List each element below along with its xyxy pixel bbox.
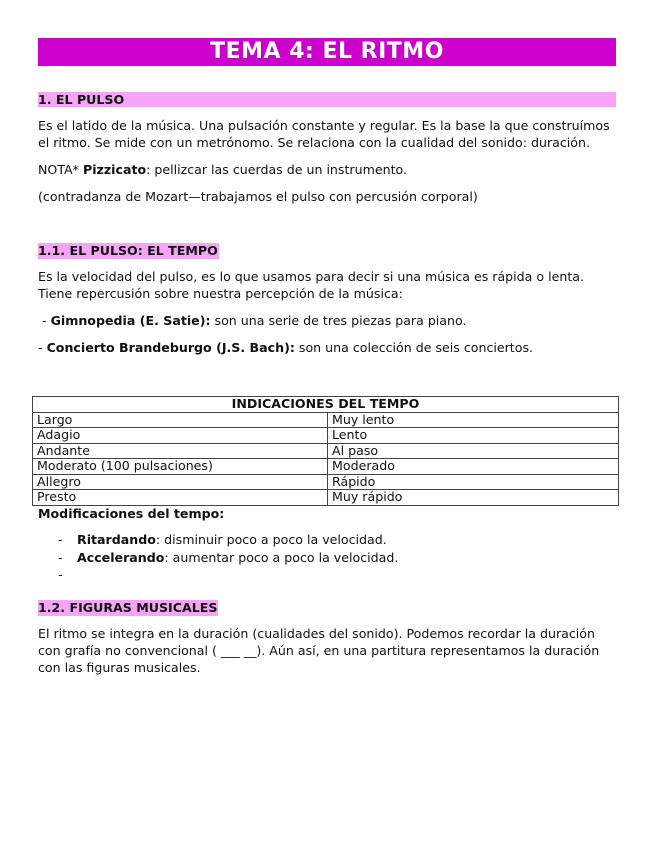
list-item	[38, 566, 616, 584]
list-item	[38, 549, 616, 567]
tempo-term: Moderato (100 pulsaciones)	[33, 459, 328, 475]
work-item-bach	[38, 339, 616, 356]
page-title: TEMA 4: EL RITMO	[38, 38, 616, 66]
tempo-paragraph: Es la velocidad del pulso, es lo que usamos para decir si una música es rápida o lenta. Tiene repercusión sobre nuestra percepción de la música:	[38, 269, 584, 301]
note-prefix: NOTA*	[38, 162, 83, 177]
section-heading-tempo	[38, 243, 616, 258]
item-title: Gimnopedia (E. Satie):	[50, 313, 211, 328]
table-row	[33, 490, 619, 506]
list-dash: -	[58, 532, 63, 547]
tempo-term: Andante	[33, 443, 328, 459]
tempo-meaning: Rápido	[328, 474, 619, 490]
table-row	[33, 474, 619, 490]
list-item	[38, 531, 616, 549]
definition: : disminuir poco a poco la velocidad.	[155, 532, 387, 547]
tempo-meaning: Muy lento	[328, 412, 619, 428]
tempo-meaning: Moderado	[328, 459, 619, 475]
definition: : aumentar poco a poco la velocidad.	[164, 549, 399, 565]
modifications-heading: Modificaciones del tempo:	[38, 506, 225, 521]
tempo-term: Allegro	[33, 474, 328, 490]
table-row	[33, 428, 619, 444]
work-item-satie	[38, 312, 616, 329]
term: Ritardando	[77, 532, 156, 547]
tempo-term: Presto	[33, 490, 328, 506]
list-dash: -	[58, 549, 63, 565]
figuras-heading-text: 1.2. FIGURAS MUSICALES	[38, 599, 218, 615]
section-heading-pulso: 1. EL PULSO	[38, 92, 616, 107]
tempo-meaning: Muy rápido	[328, 490, 619, 506]
after-table-content	[38, 505, 616, 676]
tempo-heading-text: 1.1. EL PULSO: EL TEMPO	[38, 243, 218, 258]
note-term: Pizzicato	[82, 162, 147, 177]
tempo-meaning: Al paso	[328, 443, 619, 459]
table-row	[33, 412, 619, 428]
item-text: son una colección de seis conciertos.	[294, 340, 534, 355]
note-text: : pellizcar las cuerdas de un instrumento.	[146, 162, 407, 177]
example-line: (contradanza de Mozart—trabajamos el pulso con percusión corporal)	[38, 189, 478, 204]
term: Accelerando	[77, 549, 165, 565]
tempo-table	[32, 396, 619, 506]
list-dash: -	[58, 567, 63, 582]
section-heading-figuras	[38, 600, 616, 615]
modifications-list	[38, 531, 616, 584]
document-page	[38, 38, 616, 356]
item-text: son una serie de tres piezas para piano.	[210, 313, 467, 328]
table-row	[33, 459, 619, 475]
tempo-term: Adagio	[33, 428, 328, 444]
figuras-paragraph: El ritmo se integra en la duración (cualidades del sonido). Podemos recordar la duración con grafía no convencional ( ___ __). Aún así, en una partitura representamos la duración con las figuras musicales.	[38, 625, 600, 675]
tempo-meaning: Lento	[328, 428, 619, 444]
pizzicato-note	[38, 161, 616, 178]
item-prefix: -	[38, 340, 47, 355]
tempo-term: Largo	[33, 412, 328, 428]
pulso-paragraph: Es el latido de la música. Una pulsación constante y regular. Es la base la que construímos el ritmo. Se mide con un metrónomo. Se relaciona con la cualidad del sonido: duración.	[38, 118, 610, 150]
table-row	[33, 443, 619, 459]
item-title: Concierto Brandeburgo (J.S. Bach):	[46, 340, 295, 355]
item-prefix: -	[38, 313, 51, 328]
tempo-table-header: INDICACIONES DEL TEMPO	[33, 397, 619, 413]
